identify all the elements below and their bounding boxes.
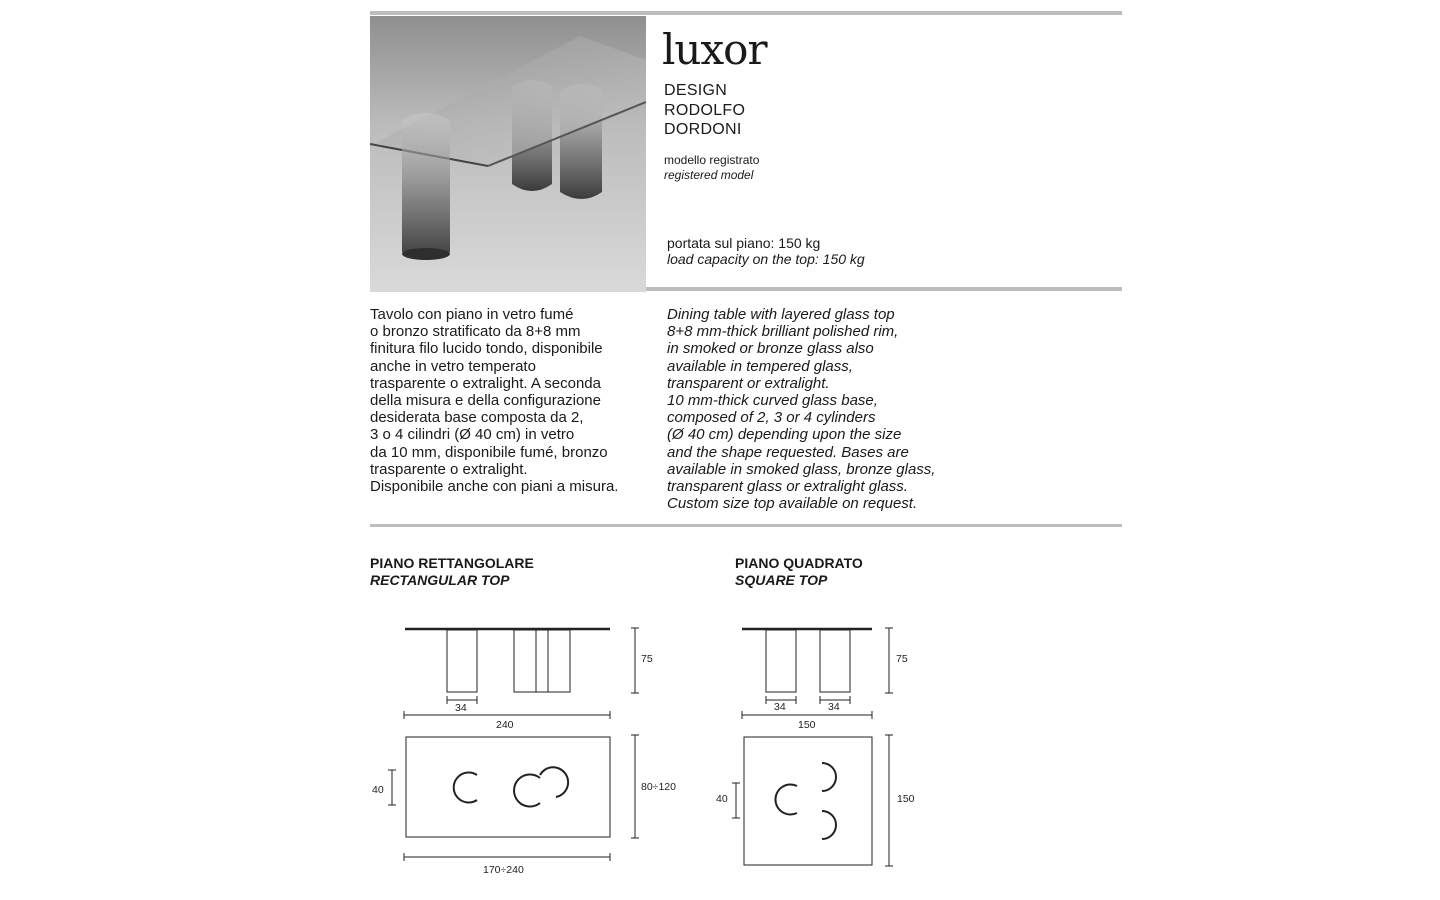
description-line: trasparente o extralight. A seconda <box>370 374 601 392</box>
rect-plan-length-label: 170÷240 <box>483 864 524 876</box>
description-line: composed of 2, 3 or 4 cylinders <box>667 409 876 427</box>
description-line: Custom size top available on request. <box>667 495 918 513</box>
designer-line: RODOLFO <box>664 101 746 119</box>
description-line: Disponibile anche con piani a misura. <box>370 478 619 496</box>
square-heading-it: PIANO QUADRATO <box>735 555 863 571</box>
designer-line: DORDONI <box>664 121 742 138</box>
description-line: available in tempered glass, <box>667 357 853 375</box>
square-plan-cylinder <box>822 763 836 791</box>
rect-plan-cylinder <box>540 767 568 797</box>
product-title: luxor <box>662 25 767 74</box>
capacity-en: load capacity on the top: 150 kg <box>667 251 865 267</box>
registered-label-en: registered model <box>664 168 754 182</box>
square-base-width-right-label: 34 <box>828 701 840 713</box>
description-line: Dining table with layered glass top <box>667 306 895 323</box>
description-line: finitura filo lucido tondo, disponibile <box>370 340 603 358</box>
rect-plan-cylinder <box>454 773 477 803</box>
rect-length-label: 240 <box>496 719 514 731</box>
description-line: o bronzo stratificato da 8+8 mm <box>370 323 581 341</box>
rect-base-width-label: 34 <box>455 702 467 714</box>
description-line: desiderata base composta da 2, <box>370 409 584 427</box>
description-line: in smoked or bronze glass also <box>667 340 874 358</box>
description-line: della misura e della configurazione <box>370 392 601 410</box>
square-base-width-left-label: 34 <box>774 701 786 713</box>
description-line: transparent or extralight. <box>667 374 830 392</box>
description-line: trasparente o extralight. <box>370 460 528 478</box>
square-plan-outline <box>744 737 872 865</box>
square-heading-en: SQUARE TOP <box>735 572 828 588</box>
square-depth-label: 150 <box>897 793 915 805</box>
description-line: Tavolo con piano in vetro fumé <box>370 306 574 323</box>
description-line: anche in vetro temperato <box>370 357 536 375</box>
rect-plan-outline <box>406 737 610 837</box>
square-plan-cylinder <box>775 785 797 815</box>
rect-elevation-leg <box>514 630 570 692</box>
rect-heading-en: RECTANGULAR TOP <box>370 572 510 588</box>
square-elevation-leg <box>766 630 796 692</box>
description-line: and the shape requested. Bases are <box>667 443 909 461</box>
rect-depth-label: 80÷120 <box>641 781 676 793</box>
rect-heading-it: PIANO RETTANGOLARE <box>370 555 534 571</box>
square-height-label: 75 <box>896 653 908 665</box>
description-line: 8+8 mm-thick brilliant polished rim, <box>667 323 899 341</box>
description-line: da 10 mm, disponibile fumé, bronzo <box>370 443 608 461</box>
square-plan-cylinder <box>822 811 836 839</box>
rect-elevation-leg <box>447 630 477 692</box>
rect-cylinder-label: 40 <box>372 784 384 796</box>
rect-plan-cylinder <box>514 775 540 807</box>
description-line: 10 mm-thick curved glass base, <box>667 392 878 410</box>
description-line: available in smoked glass, bronze glass, <box>667 460 936 478</box>
square-cylinder-label: 40 <box>716 793 728 805</box>
rect-height-label: 75 <box>641 653 653 665</box>
designer-line: DESIGN <box>664 82 728 99</box>
capacity-it: portata sul piano: 150 kg <box>667 235 821 251</box>
description-line: (Ø 40 cm) depending upon the size <box>667 426 902 444</box>
registered-label-it: modello registrato <box>664 153 760 167</box>
description-line: transparent glass or extralight glass. <box>667 478 908 496</box>
description-line: 3 o 4 cilindri (Ø 40 cm) in vetro <box>370 426 575 444</box>
square-length-label: 150 <box>798 719 816 731</box>
square-elevation-leg <box>820 630 850 692</box>
